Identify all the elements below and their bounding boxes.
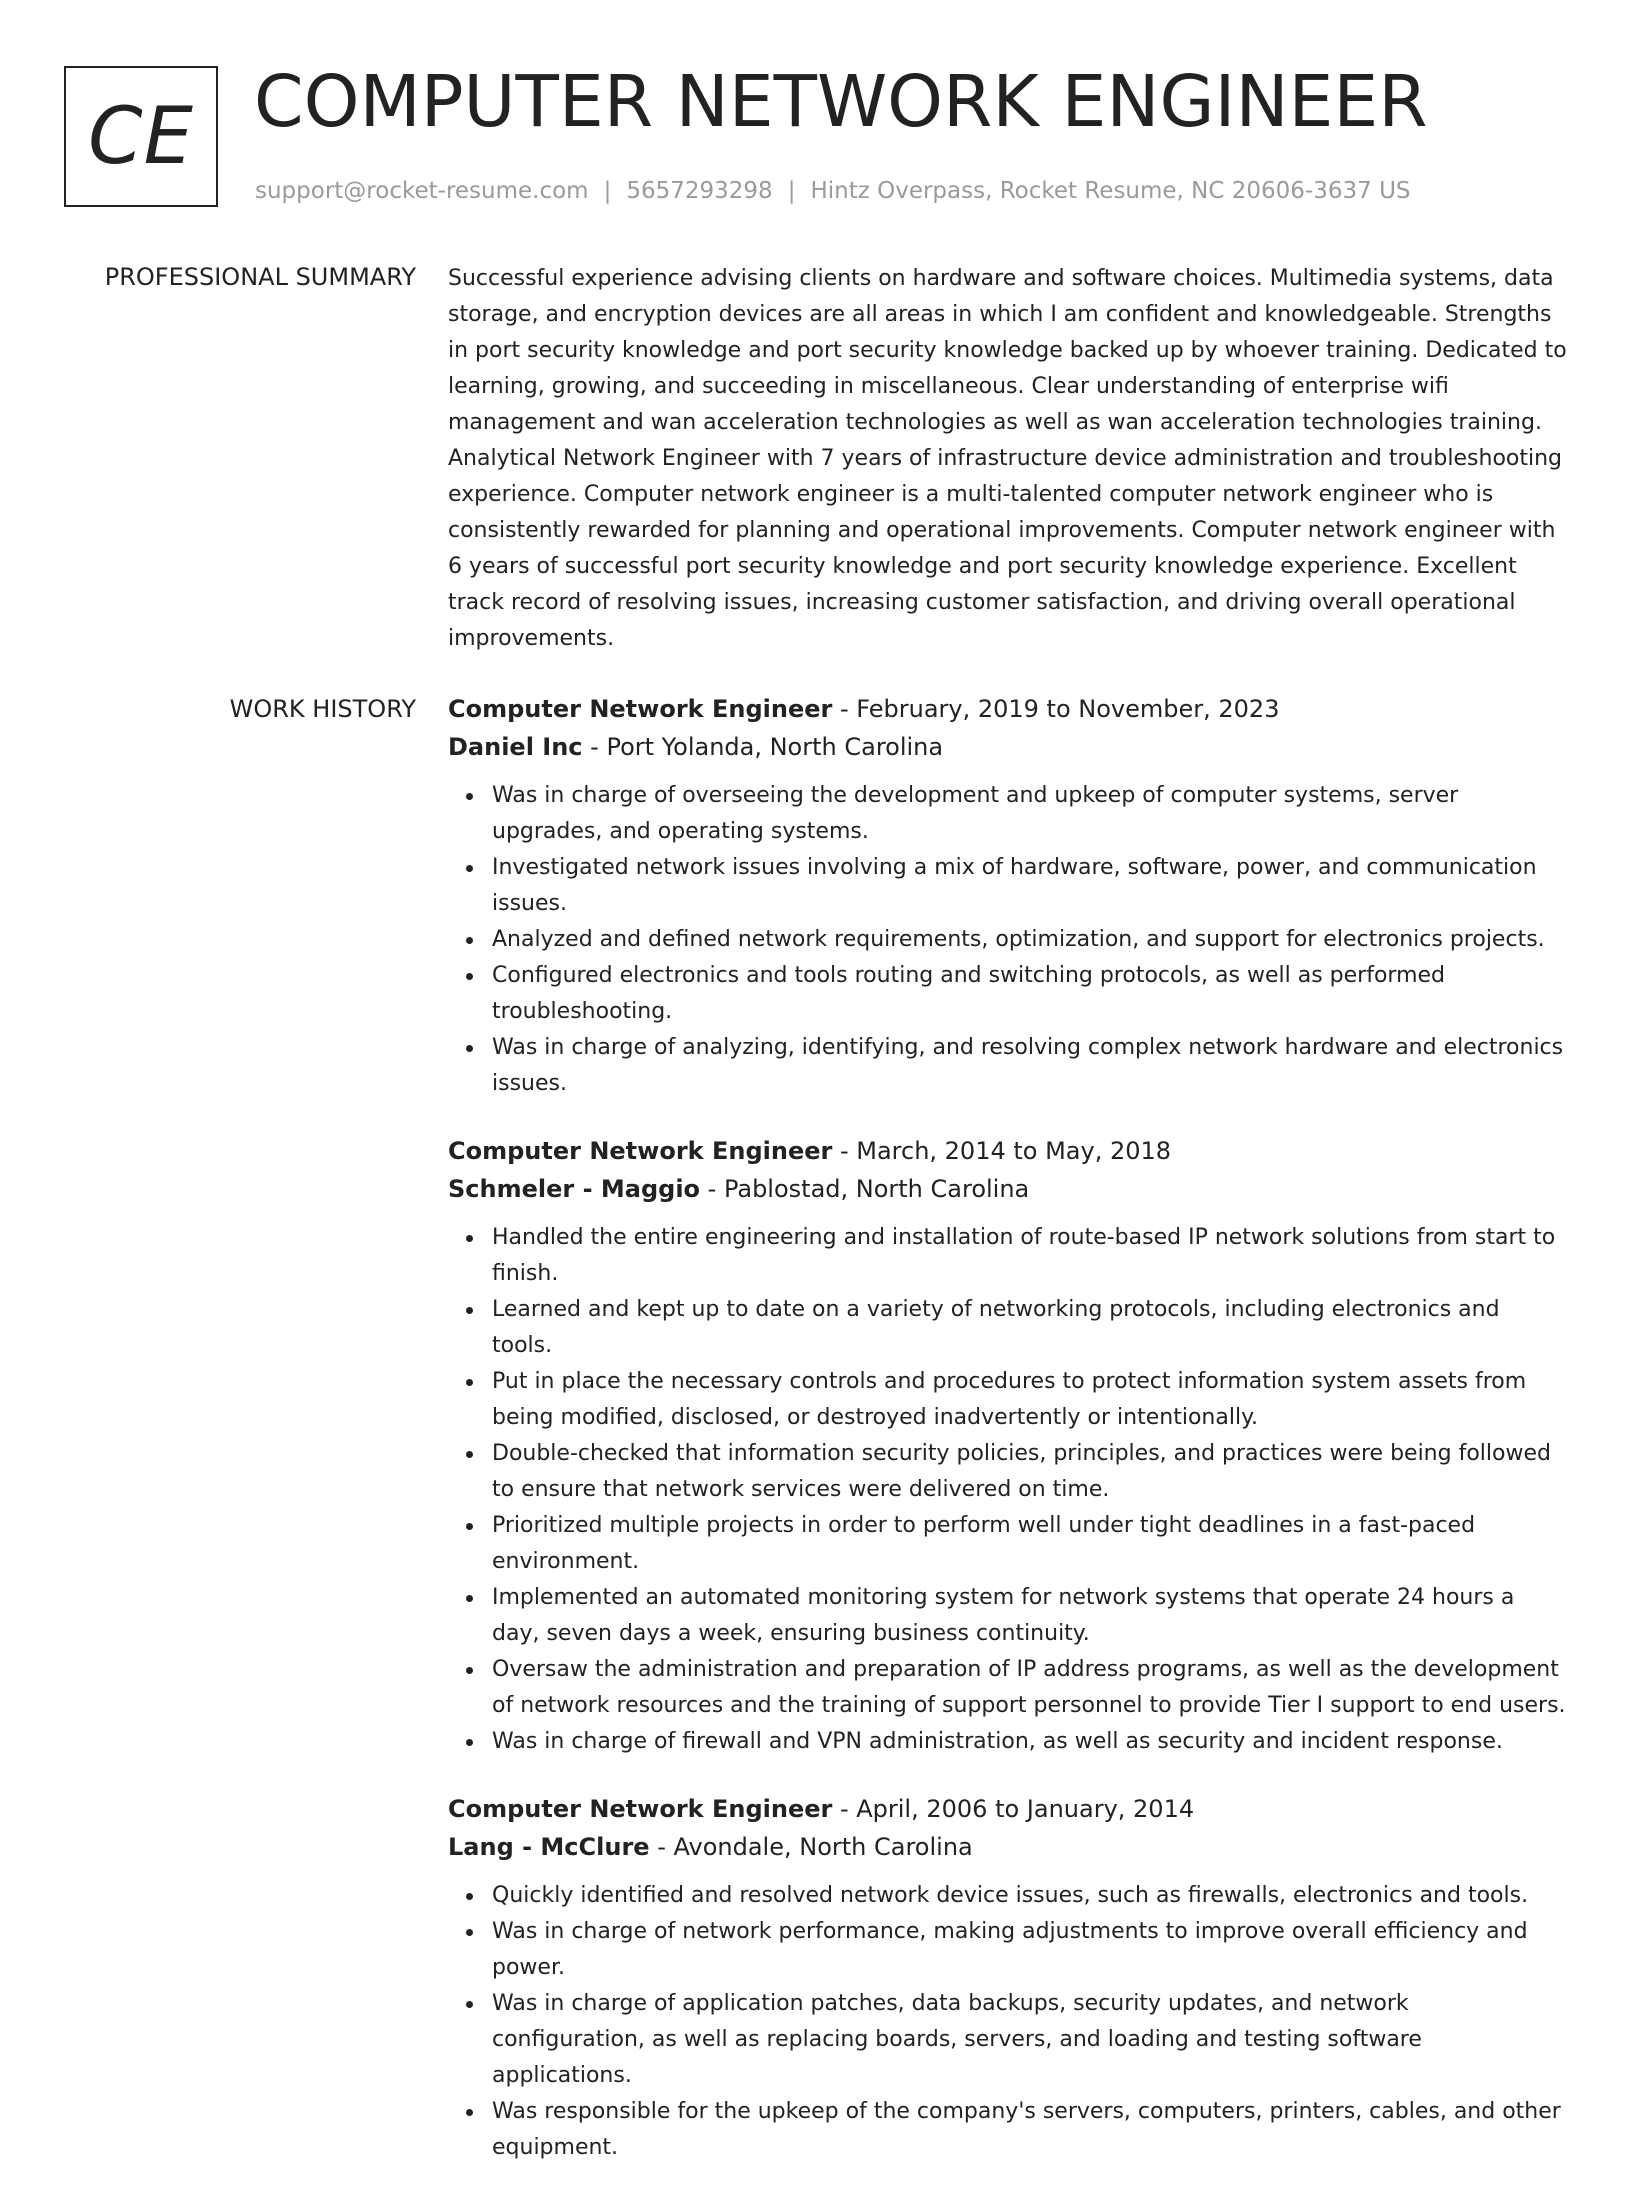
duty-item: Implemented an automated monitoring system for network systems that operate 24 hours a day, seven days a week, ensuring business continuity. xyxy=(492,1580,1574,1652)
job-company: Schmeler - Maggio xyxy=(448,1175,701,1203)
job-title: Computer Network Engineer xyxy=(448,1795,833,1823)
duty-item: Analyzed and defined network requirements, optimization, and support for electronics projects. xyxy=(492,922,1574,958)
job-dates: - March, 2014 to May, 2018 xyxy=(832,1137,1172,1165)
duty-item: Was in charge of analyzing, identifying, and resolving complex network hardware and electronics issues. xyxy=(492,1030,1574,1102)
duty-item: Investigated network issues involving a mix of hardware, software, power, and communication issues. xyxy=(492,850,1574,922)
job-dates: - April, 2006 to January, 2014 xyxy=(832,1795,1195,1823)
job-entry xyxy=(448,690,1574,1102)
job-title: Computer Network Engineer xyxy=(448,1137,833,1165)
job-company-line xyxy=(448,1828,1574,1866)
job-company-line xyxy=(448,728,1574,766)
job-location: - Pablostad, North Carolina xyxy=(700,1175,1030,1203)
work-history-section xyxy=(448,690,1574,2196)
job-title-line xyxy=(448,1132,1574,1170)
duty-item: Was in charge of network performance, making adjustments to improve overall efficiency and power. xyxy=(492,1914,1574,1986)
summary-text: Successful experience advising clients on hardware and software choices. Multimedia systems, data storage, and encryption devices are all areas in which I am confident and knowledgeable. Strengths in port security knowledge and port security knowledge backed up by whoever training. Dedicated to learning, growing, and succeeding in miscellaneous. Clear understanding of enterprise wifi management and wan acceleration technologies as well as wan acceleration technologies training. Analytical Network Engineer with 7 years of infrastructure device administration and troubleshooting experience. Computer network engineer is a multi-talented computer network engineer who is consistently rewarded for planning and operational improvements. Computer network engineer with 6 years of successful port security knowledge and port security knowledge experience. Excellent track record of resolving issues, increasing customer satisfaction, and driving overall operational improvements. xyxy=(448,266,1567,651)
summary-section xyxy=(448,261,1574,657)
contact-line xyxy=(255,174,1411,208)
summary-label: PROFESSIONAL SUMMARY xyxy=(104,263,416,291)
job-entry xyxy=(448,1790,1574,2166)
job-title-line xyxy=(448,690,1574,728)
job-company-line xyxy=(448,1170,1574,1208)
job-duties xyxy=(448,1220,1574,1760)
contact-address: Hintz Overpass, Rocket Resume, NC 20606-3637 US xyxy=(810,178,1411,204)
job-location: - Port Yolanda, North Carolina xyxy=(582,733,944,761)
job-duties xyxy=(448,778,1574,1102)
duty-item: Quickly identified and resolved network device issues, such as firewalls, electronics and tools. xyxy=(492,1878,1574,1914)
job-duties xyxy=(448,1878,1574,2166)
contact-email: support@rocket-resume.com xyxy=(255,178,589,204)
duty-item: Was responsible for the upkeep of the company's servers, computers, printers, cables, and other equipment. xyxy=(492,2094,1574,2166)
duty-item: Was in charge of application patches, data backups, security updates, and network configuration, as well as replacing boards, servers, and loading and testing software applications. xyxy=(492,1986,1574,2094)
duty-item: Configured electronics and tools routing and switching protocols, as well as performed troubleshooting. xyxy=(492,958,1574,1030)
contact-separator: | xyxy=(603,178,612,204)
work-history-label: WORK HISTORY xyxy=(229,695,416,723)
duty-item: Put in place the necessary controls and procedures to protect information system assets from being modified, disclosed, or destroyed inadvertently or intentionally. xyxy=(492,1364,1574,1436)
duty-item: Double-checked that information security policies, principles, and practices were being followed to ensure that network services were delivered on time. xyxy=(492,1436,1574,1508)
job-entry xyxy=(448,1132,1574,1760)
job-title-line xyxy=(448,1790,1574,1828)
job-location: - Avondale, North Carolina xyxy=(649,1833,973,1861)
duty-item: Was in charge of overseeing the development and upkeep of computer systems, server upgrades, and operating systems. xyxy=(492,778,1574,850)
job-company: Lang - McClure xyxy=(448,1833,650,1861)
contact-separator: | xyxy=(787,178,796,204)
duty-item: Prioritized multiple projects in order to perform well under tight deadlines in a fast-paced environment. xyxy=(492,1508,1574,1580)
job-dates: - February, 2019 to November, 2023 xyxy=(832,695,1280,723)
monogram-box xyxy=(64,66,218,207)
job-company: Daniel Inc xyxy=(448,733,583,761)
duty-item: Handled the entire engineering and installation of route-based IP network solutions from start to finish. xyxy=(492,1220,1574,1292)
duty-item: Learned and kept up to date on a variety of networking protocols, including electronics and tools. xyxy=(492,1292,1574,1364)
resume-name: COMPUTER NETWORK ENGINEER xyxy=(254,60,1428,143)
job-title: Computer Network Engineer xyxy=(448,695,833,723)
contact-phone: 5657293298 xyxy=(626,178,773,204)
duty-item: Was in charge of firewall and VPN administration, as well as security and incident response. xyxy=(492,1724,1574,1760)
duty-item: Oversaw the administration and preparation of IP address programs, as well as the development of network resources and the training of support personnel to provide Tier I support to end users. xyxy=(492,1652,1574,1724)
monogram-initials: CE xyxy=(88,91,194,182)
